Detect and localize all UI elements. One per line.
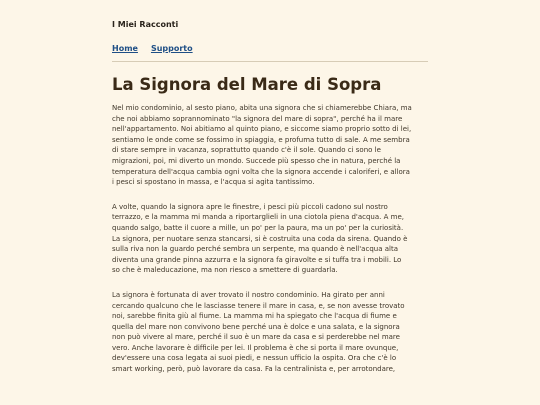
text-line: temperatura dell'acqua cambia ogni volta che la signora accende i caloriferi, e allora bbox=[112, 167, 410, 176]
text-line: non può vivere al mare, perché il suo è un mare da casa e si perderebbe nel mare bbox=[112, 333, 400, 342]
article-paragraph bbox=[112, 103, 430, 188]
text-line: sentiamo le onde come se fossimo in spiaggia, e profuma tutto di sale. A me sembra bbox=[112, 135, 410, 144]
article-title: La Signora del Mare di Sopra bbox=[112, 75, 382, 94]
article-paragraph bbox=[112, 290, 430, 375]
text-line: La signora, per nuotare senza stancarsi, si è costruita una coda da sirena. Quando è bbox=[112, 234, 408, 243]
text-line: La signora è fortunata di aver trovato il nostro condominio. Ha girato per anni bbox=[112, 290, 385, 299]
text-line: migrazioni, poi, mi diverto un mondo. Succede più spesso che in natura, perché la bbox=[112, 156, 401, 165]
text-line: Nel mio condominio, al sesto piano, abita una signora che si chiamerebbe Chiara, ma bbox=[112, 104, 412, 112]
header-divider bbox=[112, 61, 428, 62]
main-nav bbox=[112, 44, 193, 53]
text-line: terrazzo, e la mamma mi manda a riportarglieli in una ciotola piena d'acqua. A me, bbox=[112, 213, 404, 222]
text-line: noi, sarebbe finita giù al fiume. La mamma mi ha spiegato che l'acqua di fiume e bbox=[112, 312, 397, 321]
text-line: so che è maleducazione, ma non riesco a smettere di guardarla. bbox=[112, 266, 338, 275]
article-paragraph bbox=[112, 202, 430, 276]
nav-support-link[interactable]: Supporto bbox=[150, 44, 193, 53]
text-line: smart working, però, può lavorare da casa. Fa la centralinista e, per arrotondare, bbox=[112, 365, 396, 374]
text-line: sulla riva non la guardo perché sembra un serpente, ma quando è nell'acqua alta bbox=[112, 245, 398, 254]
text-line: nell'appartamento. Noi abitiamo al quinto piano, e siccome siamo proprio sotto di lei, bbox=[112, 125, 412, 134]
text-line: i pesci si spostano in massa, e l'acqua si agita tantissimo. bbox=[112, 178, 315, 187]
text-line: diventa una grande pinna azzurra e la signora fa giravolte e si tuffa tra i mobili. Lo bbox=[112, 255, 402, 264]
text-line: cercando qualcuno che le lasciasse tenere il mare in casa, e, se non avesse trovato bbox=[112, 301, 405, 310]
nav-home-link[interactable]: Home bbox=[112, 44, 138, 53]
text-line: dev'essere una cosa legata ai suoi piedi, e nessun ufficio la ospita. Ora che c'è lo bbox=[112, 354, 397, 363]
site-title: I Miei Racconti bbox=[112, 20, 179, 29]
text-line: vero. Anche lavorare è difficile per lei. Il problema è che si porta il mare ovunque, bbox=[112, 343, 399, 352]
text-line: quella del mare non convivono bene perché una è dolce e una salata, e la signora bbox=[112, 322, 400, 331]
article-body bbox=[112, 103, 430, 389]
text-line: di stare sempre in vacanza, soprattutto quando c'è il sole. Quando ci sono le bbox=[112, 146, 381, 155]
text-line: che noi abbiamo soprannominato "la signora del mare di sopra", perché ha il mare bbox=[112, 114, 403, 123]
text-line: A volte, quando la signora apre le finestre, i pesci più piccoli cadono sul nostro bbox=[112, 202, 388, 211]
text-line: quando salgo, batte il cuore a mille, un po' per la paura, ma un po' per la curiosità. bbox=[112, 223, 404, 232]
